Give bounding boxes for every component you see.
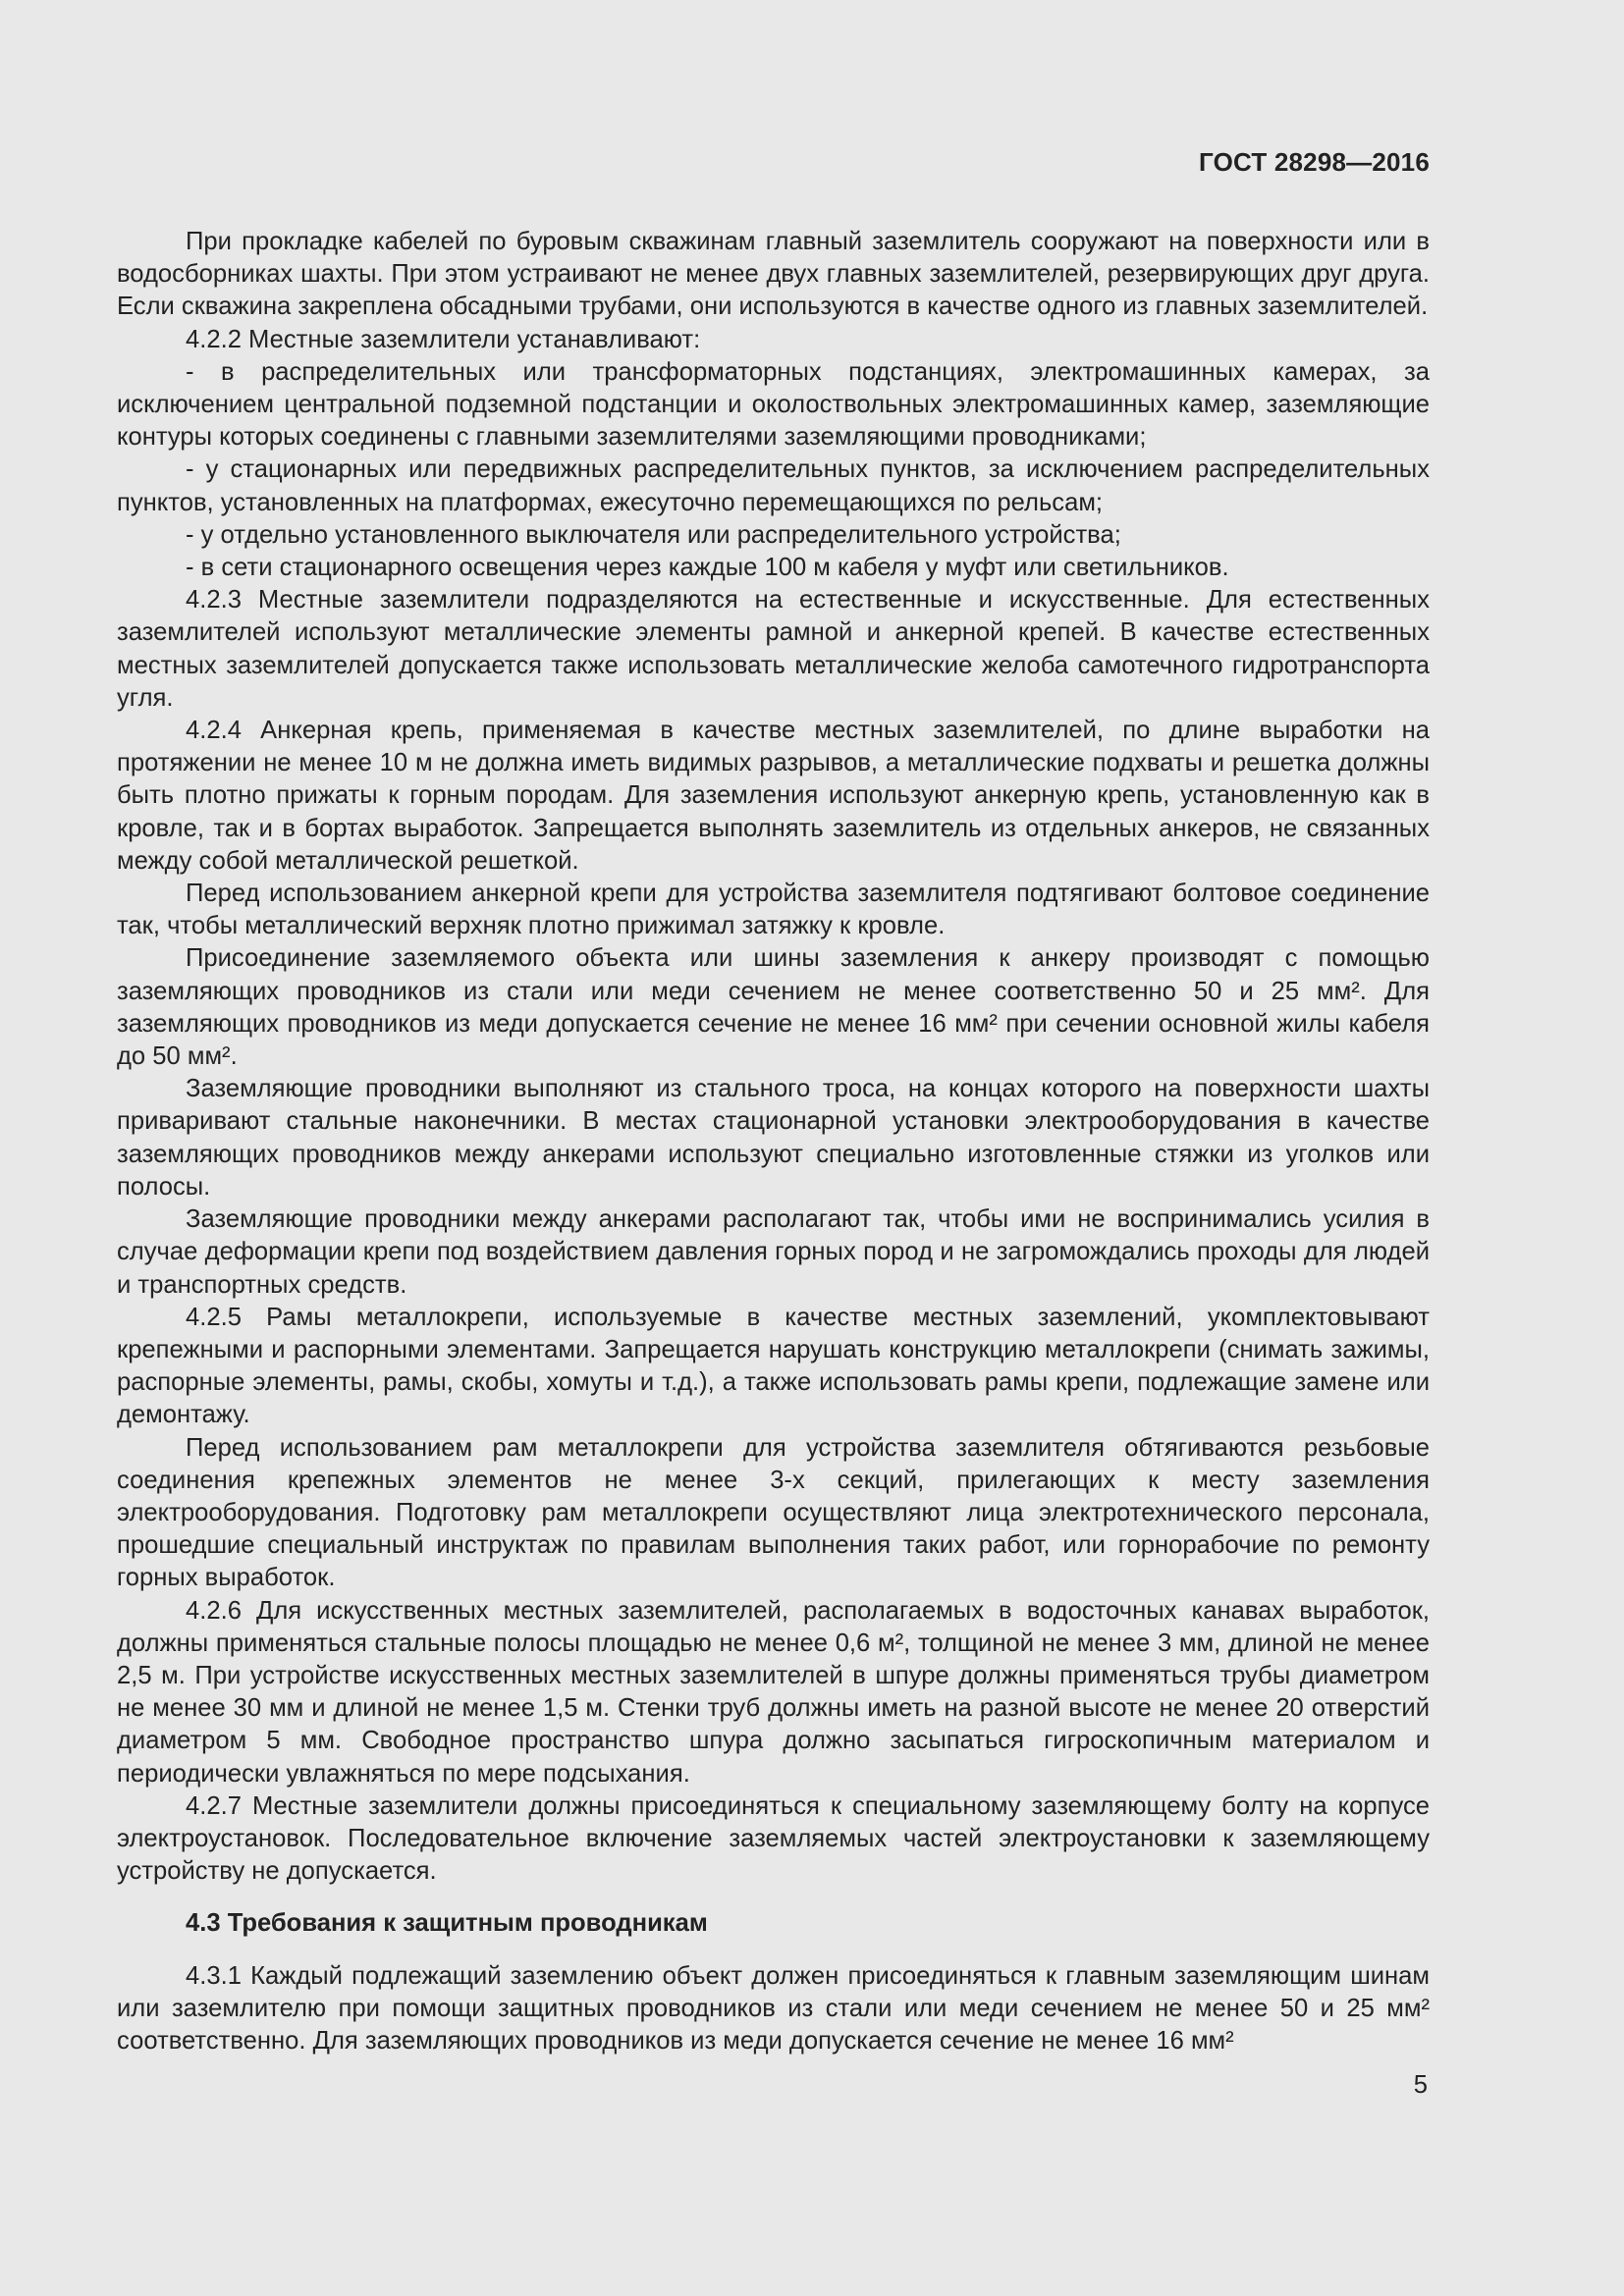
paragraph: - в распределительных или трансформаторных подстанциях, электромашинных камерах, за исключением центральной подземной подстанции и околоствольных электромашинных камер, заземляющие контуры которых соединены с главными заземлителями заземляющими проводниками; <box>117 357 1430 452</box>
paragraph: Заземляющие проводники между анкерами располагают так, чтобы ими не воспринимались усилия в случае деформации крепи под воздействием давления горных пород и не загромождались проходы для людей и транспортных средств. <box>117 1205 1430 1299</box>
document-body <box>117 226 1430 2057</box>
document-header: ГОСТ 28298—2016 <box>1199 147 1430 177</box>
paragraph: Заземляющие проводники выполняют из стального троса, на концах которого на поверхности шахты приваривают стальные наконечники. В местах стационарной установки электрооборудования в качестве заземляющих проводников между анкерами используют специально изготовленные стяжки из уголков или полосы. <box>117 1075 1430 1201</box>
paragraph: 4.3.1 Каждый подлежащий заземлению объект должен присоединяться к главным заземляющим шинам или заземлителю при помощи защитных проводников из стали или меди сечением не менее 50 и 25 мм² соответственно. Для заземляющих проводников из меди допускается сечение не менее 16 мм² <box>117 1961 1430 2055</box>
paragraph: 4.2.2 Местные заземлители устанавливают: <box>186 325 701 353</box>
paragraph: Перед использованием рам металлокрепи для устройства заземлителя обтягиваются резьбовые соединения крепежных элементов не менее 3-х секций, прилегающих к месту заземления электрооборудования. Подготовку рам металлокрепи осуществляют лица электротехнического персонала, прошедшие специальный инструктаж по правилам выполнения таких работ, или горнорабочие по ремонту горных выработок. <box>117 1433 1430 1592</box>
section-heading: 4.3 Требования к защитным проводникам <box>186 1909 708 1938</box>
paragraph: 4.2.7 Местные заземлители должны присоединяться к специальному заземляющему болту на корпусе электроустановок. Последовательное включение заземляемых частей электроустановки к заземляющему устройству не допускается. <box>117 1791 1430 1886</box>
paragraph: Перед использованием анкерной крепи для устройства заземлителя подтягивают болтовое соединение так, чтобы металлический верхняк плотно прижимал затяжку к кровле. <box>117 880 1430 940</box>
paragraph: - у стационарных или передвижных распределительных пунктов, за исключением распределительных пунктов, установленных на платформах, ежесуточно перемещающихся по рельсам; <box>117 455 1430 516</box>
paragraph: - у отдельно установленного выключателя или распределительного устройства; <box>186 520 1121 549</box>
paragraph: 4.2.5 Рамы металлокрепи, используемые в качестве местных заземлений, укомплектовывают крепежными и распорными элементами. Запрещается нарушать конструкцию металлокрепи (снимать зажимы, распорные элементы, рамы, скобы, хомуты и т.д.), а также использовать рамы крепи, подлежащие замене или демонтажу. <box>117 1303 1430 1429</box>
paragraph: При прокладке кабелей по буровым скважинам главный заземлитель сооружают на поверхности или в водосборниках шахты. При этом устраивают не менее двух главных заземлителей, резервирующих друг друга. Если скважина закреплена обсадными трубами, они используются в качестве одного из главных заземлителей. <box>117 228 1430 321</box>
page-number: 5 <box>1413 2071 1428 2099</box>
paragraph: 4.2.6 Для искусственных местных заземлителей, располагаемых в водосточных канавах выработок, должны применяться стальные полосы площадью не менее 0,6 м², толщиной не менее 3 мм, длиной не менее 2,5 м. При устройстве искусственных местных заземлителей в шпуре должны применяться трубы диаметром не менее 30 мм и длиной не менее 1,5 м. Стенки труб должны иметь на разной высоте не менее 20 отверстий диаметром 5 мм. Свободное пространство шпура должно засыпаться гигроскопичным материалом и периодически увлажняться по мере подсыхания. <box>117 1596 1430 1788</box>
paragraph: Присоединение заземляемого объекта или шины заземления к анкеру производят с помощью заземляющих проводников из стали или меди сечением не менее соответственно 50 и 25 мм². Для заземляющих проводников из меди допускается сечение не менее 16 мм² при сечении основной жилы кабеля до 50 мм². <box>117 944 1430 1071</box>
paragraph: - в сети стационарного освещения через каждые 100 м кабеля у муфт или светильников. <box>186 554 1229 582</box>
paragraph: 4.2.4 Анкерная крепь, применяемая в качестве местных заземлителей, по длине выработки на протяжении не менее 10 м не должна иметь видимых разрывов, а металлические подхваты и решетка должны быть плотно прижаты к горным породам. Для заземления используют анкерную крепь, установленную как в кровле, так и в бортах выработок. Запрещается выполнять заземлитель из отдельных анкеров, не связанных между собой металлической решеткой. <box>117 717 1430 875</box>
paragraph: 4.2.3 Местные заземлители подразделяются на естественные и искусственные. Для естественных заземлителей используют металлические элементы рамной и анкерной крепей. В качестве естественных местных заземлителей допускается также использовать металлические желоба самотечного гидротранспорта угля. <box>117 586 1430 712</box>
